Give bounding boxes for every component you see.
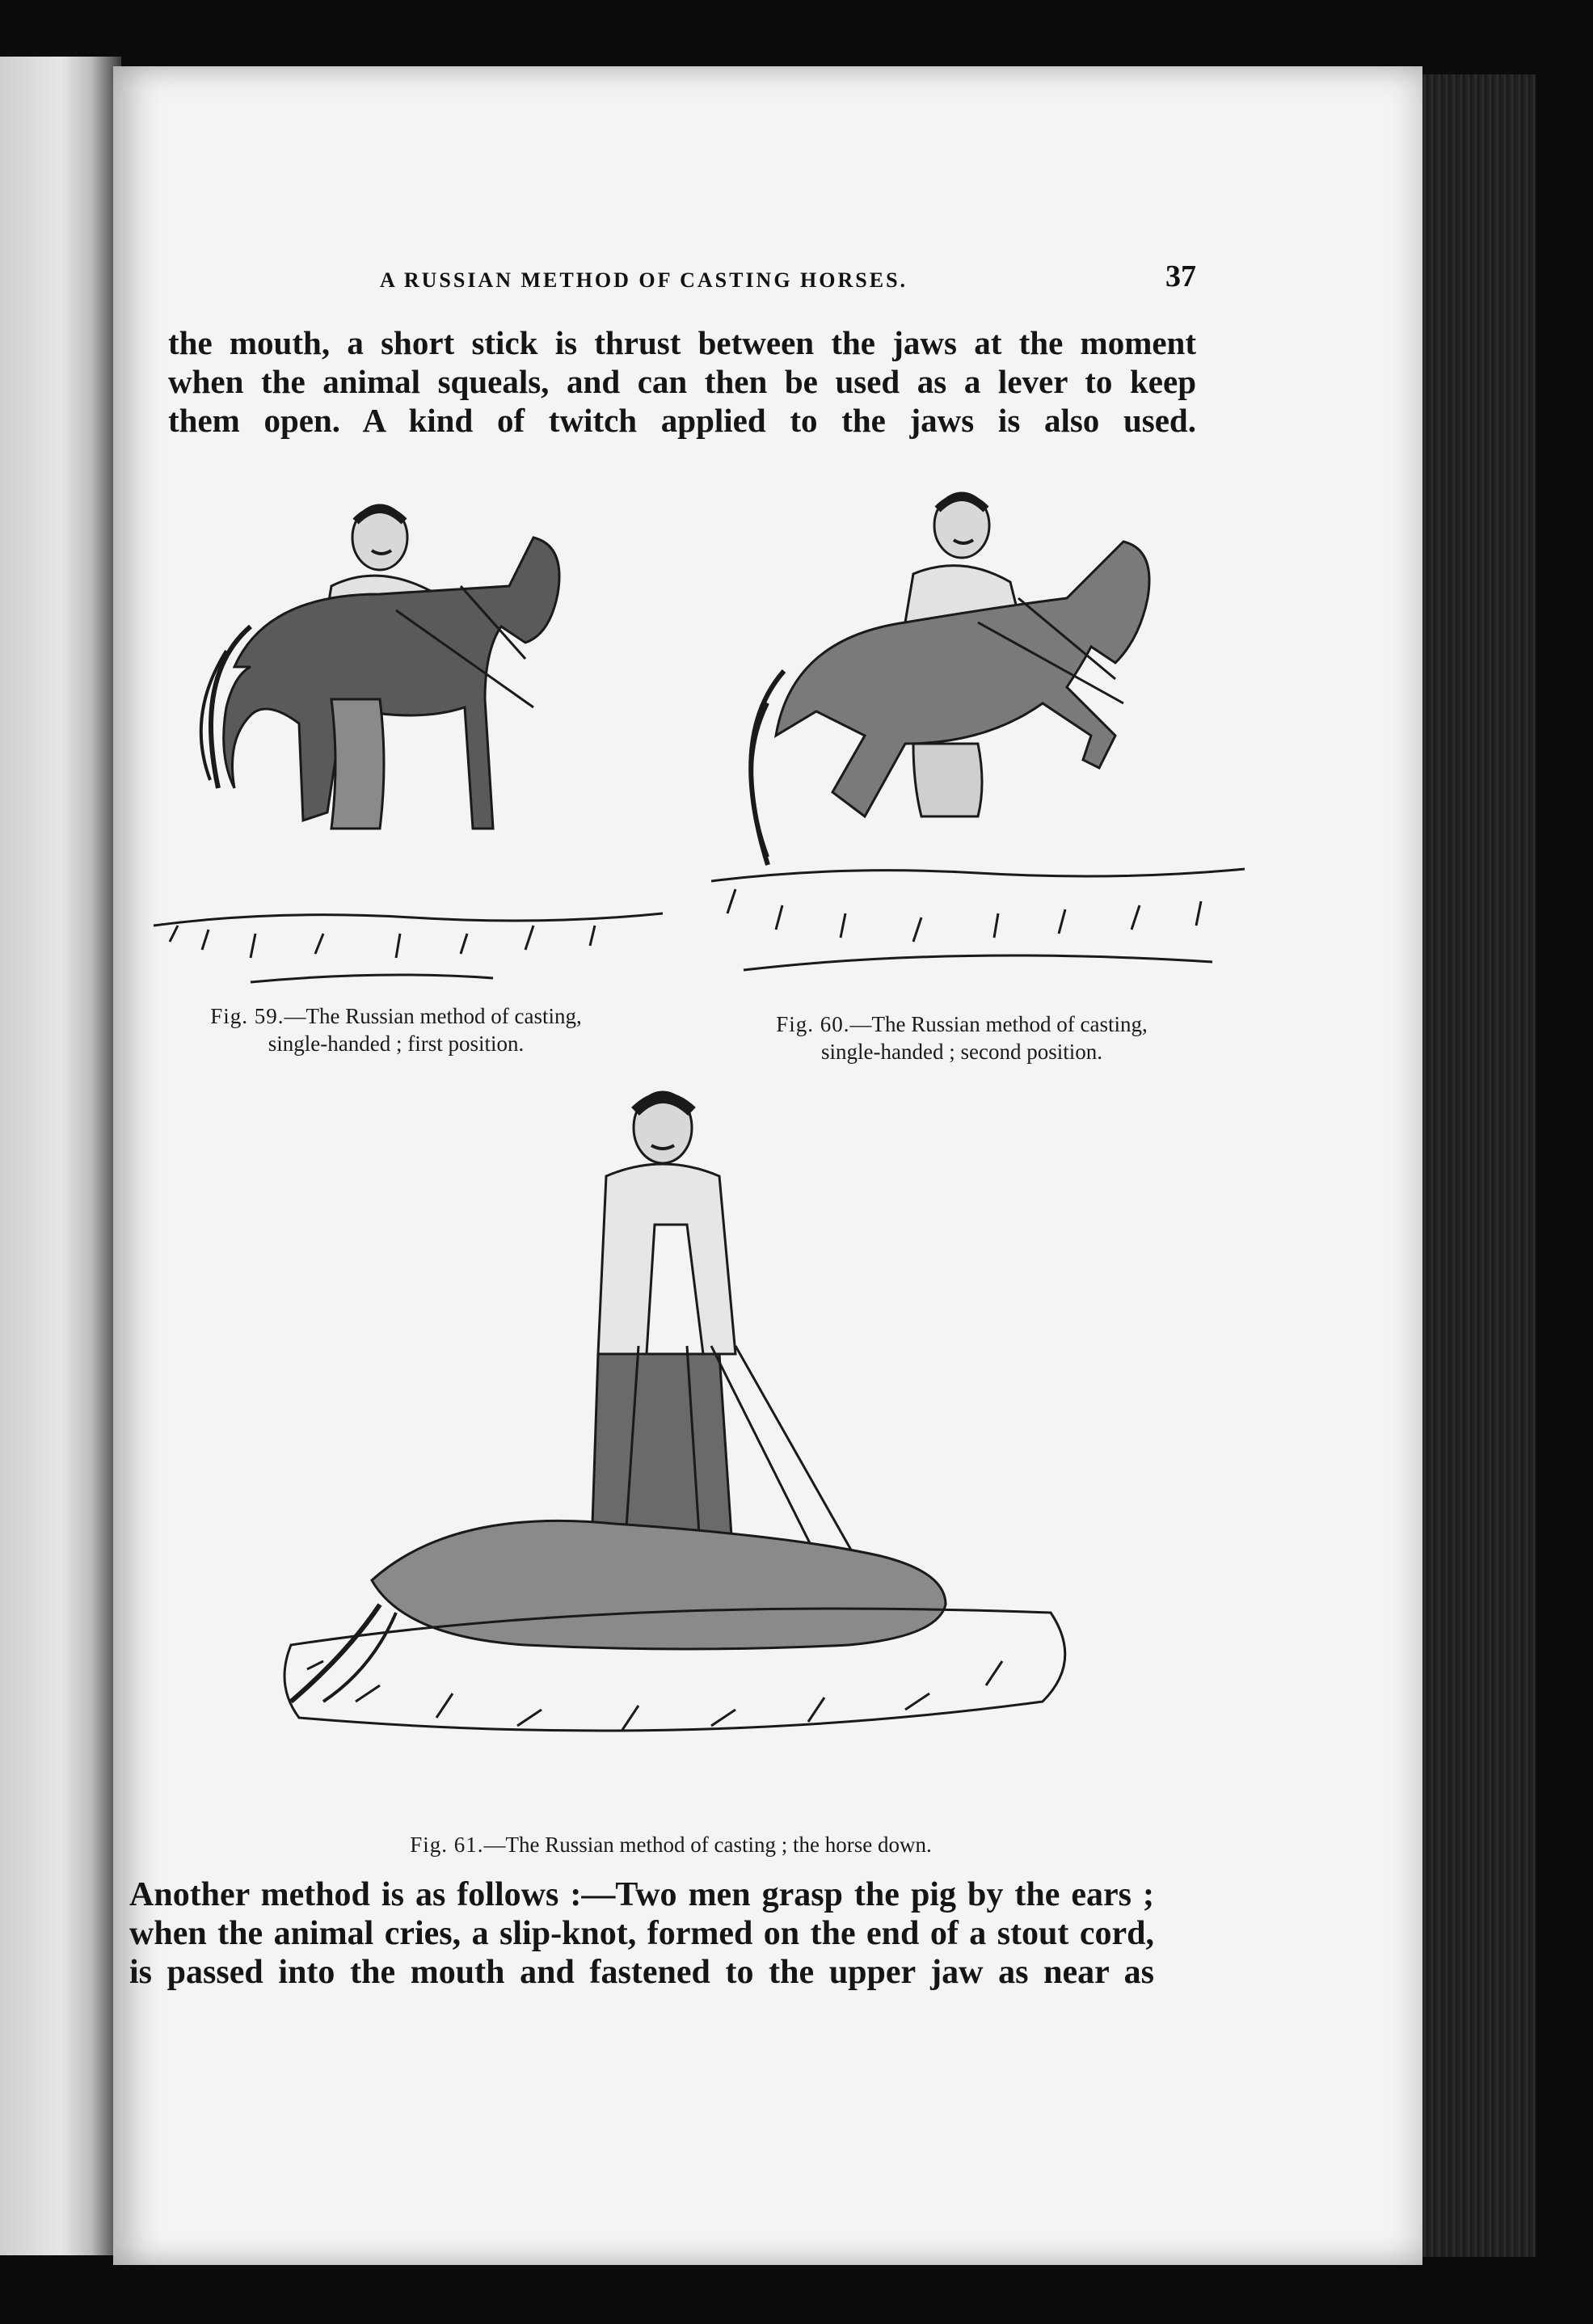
paragraph-line: the mouth, a short stick is thrust between the jaws at the moment xyxy=(168,324,1196,361)
left-page-edge xyxy=(0,57,121,2255)
caption-text: —The Russian method of casting, xyxy=(284,1004,582,1028)
paragraph-line: when the animal cries, a slip-knot, formed on the end of a stout cord, xyxy=(129,1915,1154,1952)
figure-59-caption xyxy=(113,1002,679,1057)
figure-label: Fig. 60. xyxy=(776,1012,850,1036)
running-head: A RUSSIAN METHOD OF CASTING HORSES. xyxy=(380,268,908,292)
page-number: 37 xyxy=(1165,259,1196,293)
figure-61-caption xyxy=(242,1831,1099,1858)
caption-text: —The Russian method of casting ; the horse down. xyxy=(483,1833,932,1857)
caption-text: single-handed ; second position. xyxy=(821,1040,1102,1064)
caption-text: —The Russian method of casting, xyxy=(849,1012,1148,1036)
figure-59-illustration xyxy=(154,473,663,998)
page-header xyxy=(380,259,1196,307)
man-with-horse-standing-illustration xyxy=(154,473,663,998)
figure-61-illustration xyxy=(259,1087,1083,1790)
paragraph-line: is passed into the mouth and fastened to the upper jaw as near as xyxy=(129,1954,1154,1991)
figure-label: Fig. 61. xyxy=(410,1833,484,1857)
man-with-horse-kneeling-illustration xyxy=(711,477,1245,1006)
paragraph-line: Another method is as follows :—Two men grasp the pig by the ears ; xyxy=(129,1876,1154,1913)
paragraph-line: them open. A kind of twitch applied to the jaws is also used. xyxy=(168,402,1196,439)
book-page-block xyxy=(1422,74,1536,2257)
figure-60-caption xyxy=(679,1010,1245,1065)
paragraph-top xyxy=(168,323,1196,440)
paragraph-line: when the animal squeals, and can then be used as a lever to keep xyxy=(168,363,1196,400)
figure-label: Fig. 59. xyxy=(210,1004,284,1028)
figure-60-illustration xyxy=(711,477,1245,1006)
paragraph-bottom xyxy=(129,1875,1154,1992)
man-standing-over-fallen-horse-illustration xyxy=(259,1087,1083,1790)
caption-text: single-handed ; first position. xyxy=(268,1031,525,1056)
